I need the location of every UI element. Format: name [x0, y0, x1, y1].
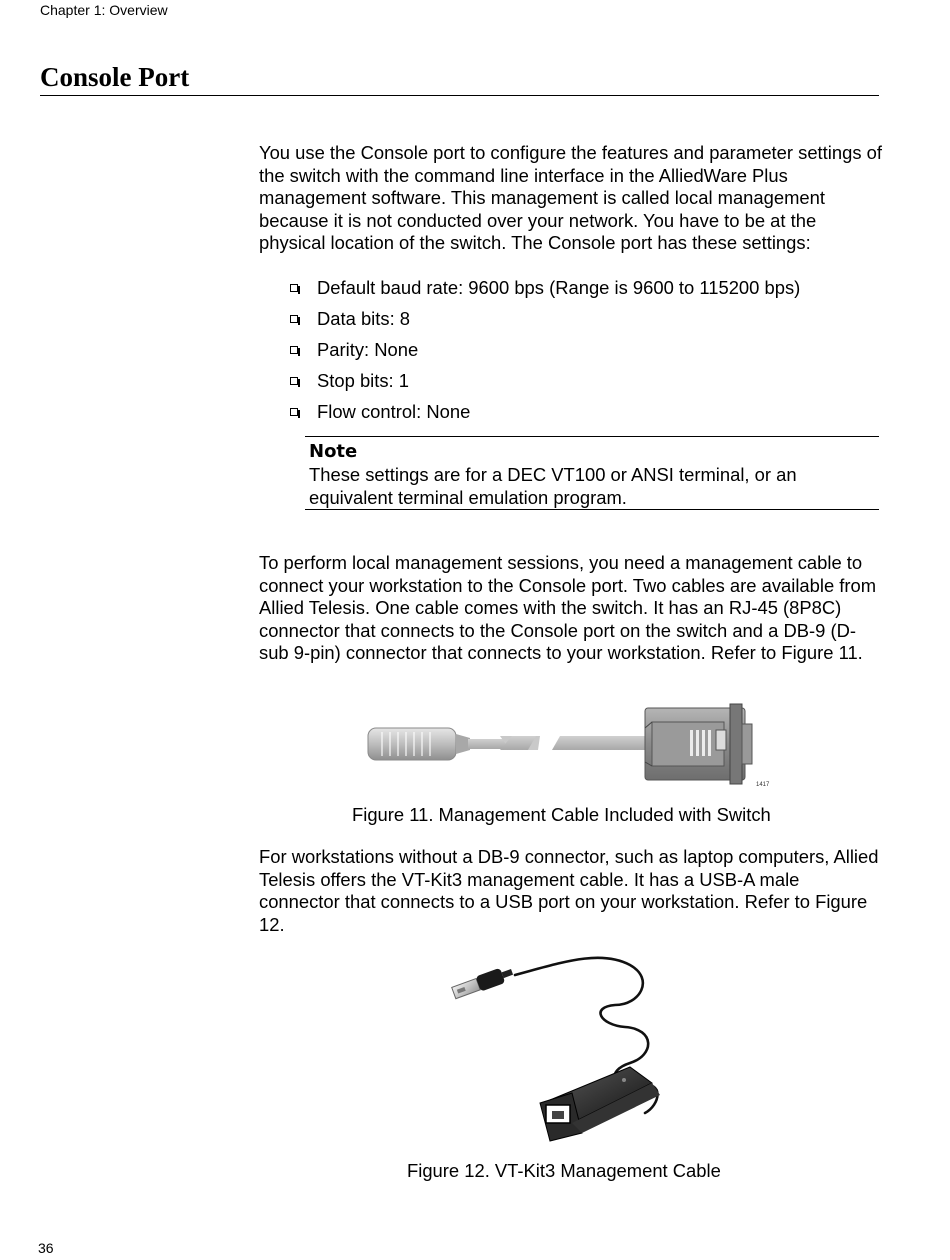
management-cable-illustration [360, 700, 780, 792]
list-item [290, 272, 800, 303]
list-item [290, 334, 800, 365]
note-text: These settings are for a DEC VT100 or ANSI terminal, or an equivalent terminal emulation program. [309, 464, 797, 508]
figure-id-label: 1417 [756, 782, 770, 788]
usb-paragraph: For workstations without a DB-9 connector, such as laptop computers, Allied Telesis offers the VT-Kit3 management cable. It has a USB-A male connector that connects to a USB port on your workstation. Refer to Figure 12. [259, 846, 879, 935]
note-box [305, 436, 879, 510]
setting-text: Parity: None [317, 338, 419, 360]
setting-text: Stop bits: 1 [317, 369, 410, 391]
list-item [290, 365, 800, 396]
setting-text: Flow control: None [317, 400, 471, 422]
checkbox-bullet-icon [290, 346, 298, 354]
setting-text: Data bits: 8 [317, 307, 411, 329]
cable-paragraph: To perform local management sessions, you need a management cable to connect your workstation to the Console port. Two cables are available from Allied Telesis. One cable comes with the switch. It has an RJ-45 (8P8C) connector that connects to the Console port on the switch and a DB-9 (D-sub 9-pin) connector that connects to your workstation. Refer to Figure 11. [259, 552, 877, 663]
checkbox-bullet-icon [290, 284, 298, 292]
figure12-caption: Figure 12. VT-Kit3 Management Cable [407, 1160, 721, 1181]
vt-kit3-cable-illustration [440, 955, 680, 1150]
running-header: Chapter 1: Overview [40, 2, 168, 18]
page-number: 36 [38, 1240, 54, 1256]
checkbox-bullet-icon [290, 377, 298, 385]
figure11-caption: Figure 11. Management Cable Included with Switch [352, 804, 771, 825]
list-item [290, 396, 800, 427]
note-heading: Note [309, 441, 358, 462]
section-title: Console Port [40, 62, 190, 92]
list-item [290, 303, 800, 334]
checkbox-bullet-icon [290, 408, 298, 416]
title-rule [40, 95, 879, 96]
setting-text: Default baud rate: 9600 bps (Range is 9600 to 115200 bps) [317, 276, 801, 298]
checkbox-bullet-icon [290, 315, 298, 323]
settings-list [290, 272, 800, 427]
intro-paragraph: You use the Console port to configure the features and parameter settings of the switch with the command line interface in the AlliedWare Plus management software. This management is called local management because it is not conducted over your network. You have to be at the physical location of the switch. The Console port has these settings: [259, 142, 882, 253]
